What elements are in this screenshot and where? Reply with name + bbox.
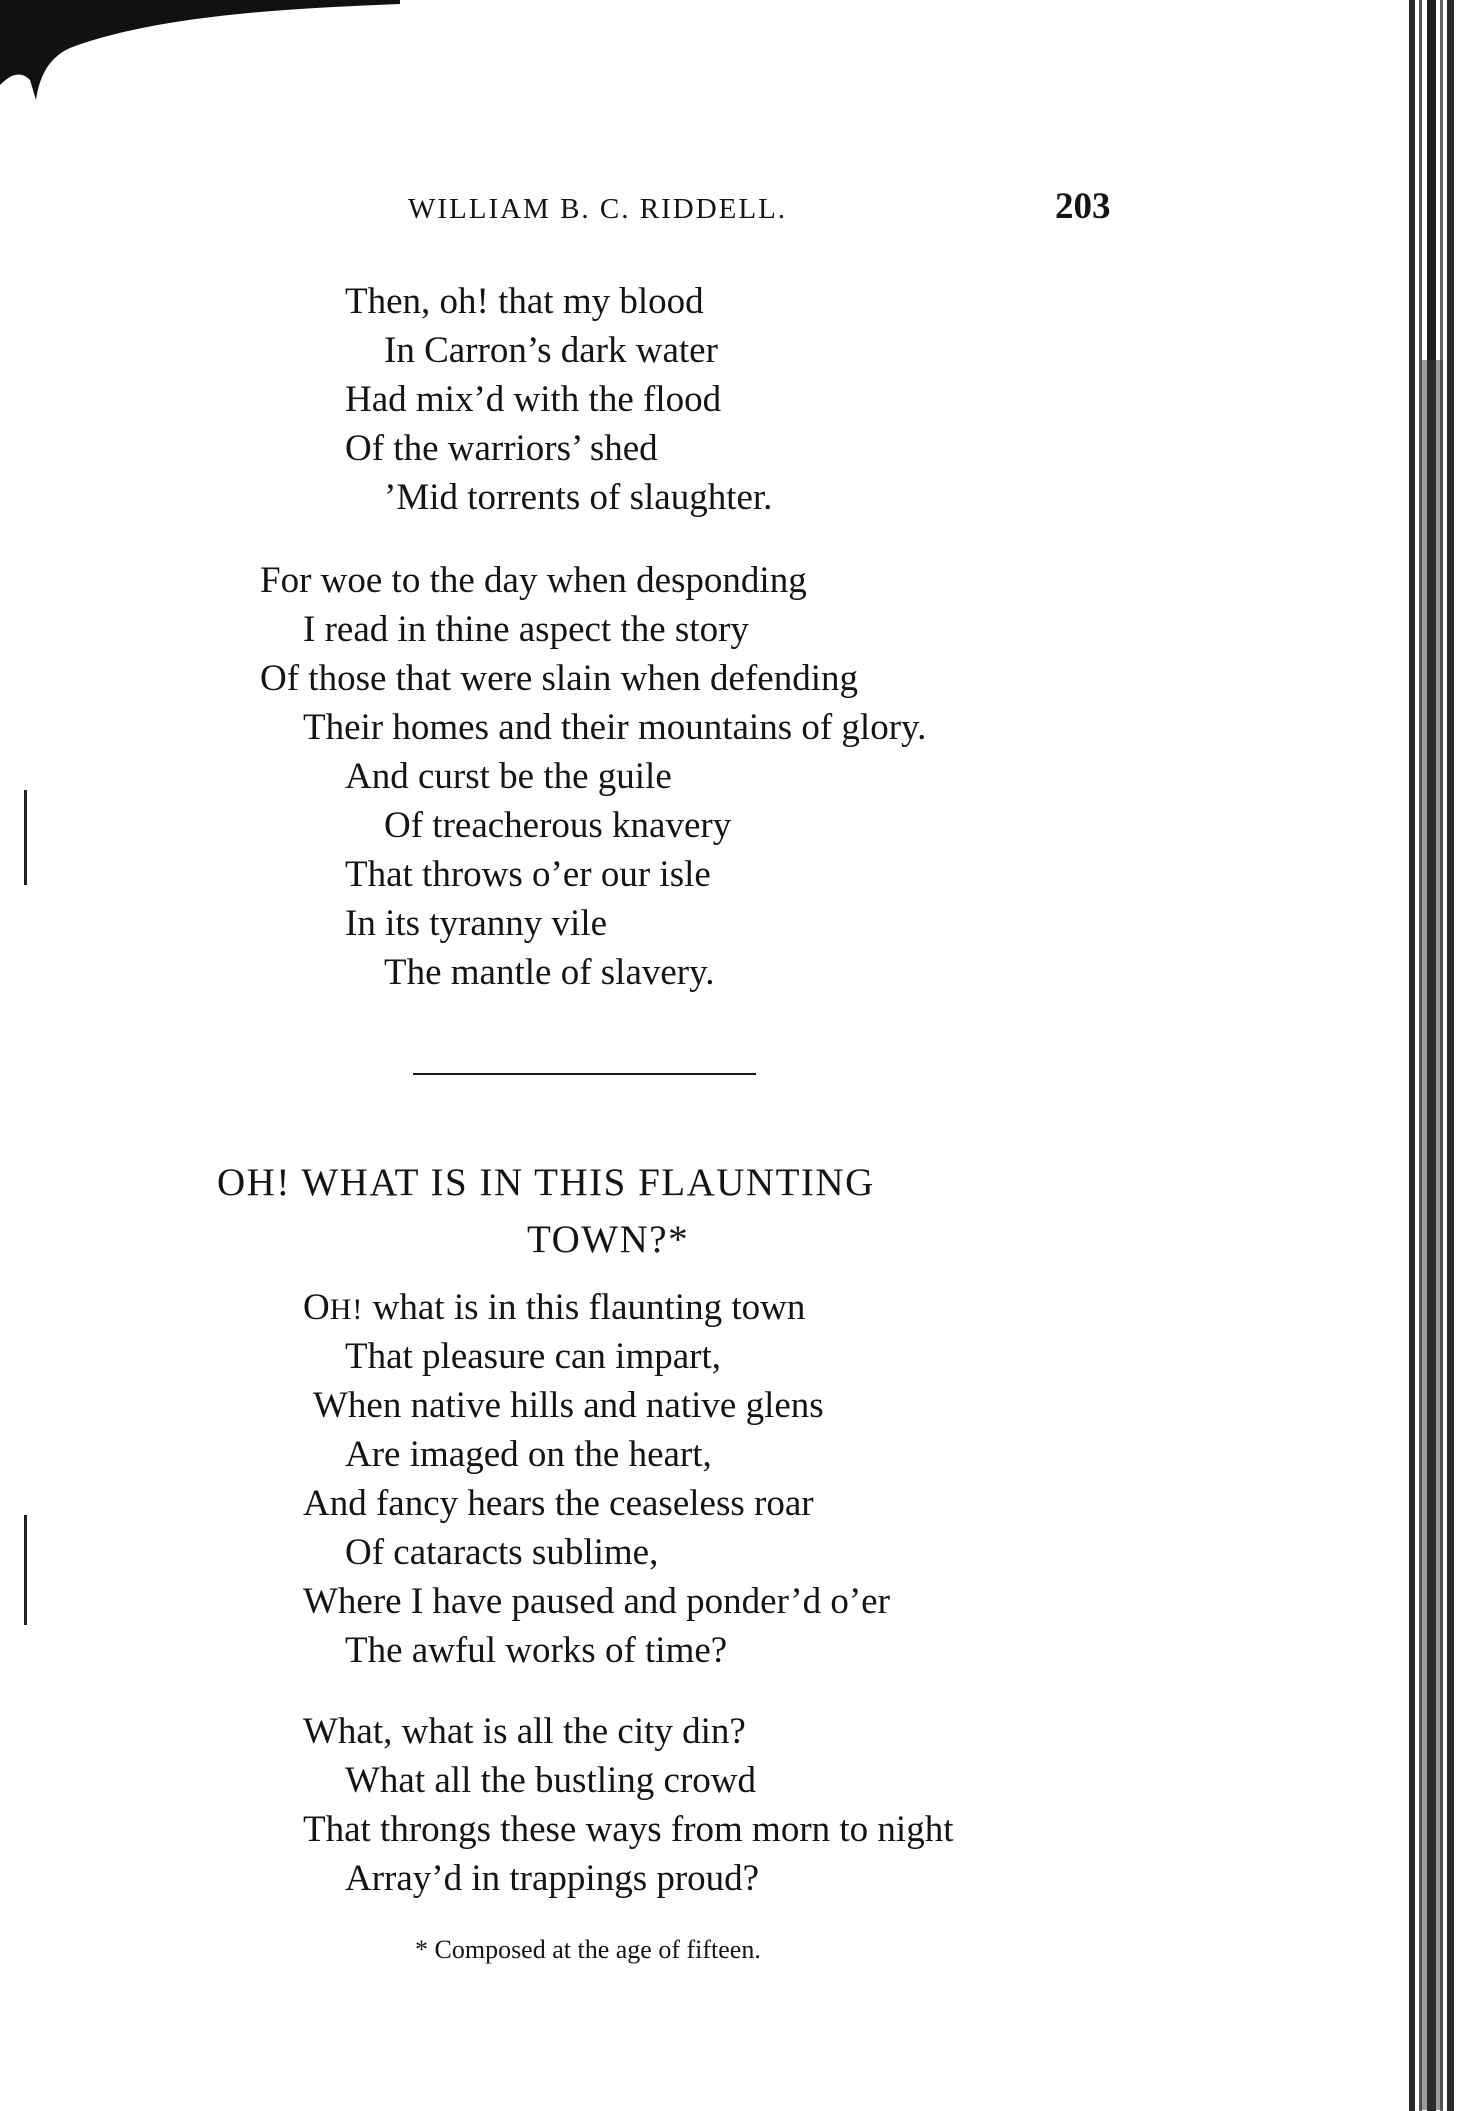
poem-line: ’Mid torrents of slaughter. [384,477,773,518]
section-divider [413,1073,756,1075]
poem-title: TOWN?* [527,1218,690,1261]
poem-line: The awful works of time? [345,1630,728,1671]
poem-line: In Carron’s dark water [384,330,718,371]
page-header [0,185,1460,235]
poem-line: Of those that were slain when defending [260,658,858,699]
footnote: * Composed at the age of fifteen. [415,1935,761,1964]
poem-line: In its tyranny vile [345,903,608,944]
poem-line: And curst be the guile [345,756,672,797]
poem-line: What all the bustling crowd [345,1760,757,1801]
poem-line: Of treacherous knavery [384,805,732,846]
scan-shadow-corner [0,0,420,110]
poem-line: Where I have paused and ponder’d o’er [303,1581,890,1622]
poem-line: And fancy hears the ceaseless roar [303,1483,814,1524]
running-head: WILLIAM B. C. RIDDELL. [408,193,788,225]
poem-line: Their homes and their mountains of glory. [303,707,927,748]
page-number: 203 [1055,186,1111,227]
poem-line: What, what is all the city din? [303,1711,746,1752]
poem-line: Had mix’d with the flood [345,379,722,420]
small-caps-letters: H! [329,1293,364,1326]
poem-line: The mantle of slavery. [384,952,715,993]
poem-line: That throws o’er our isle [345,854,711,895]
margin-mark [24,1515,27,1625]
poem-line: Then, oh! that my blood [345,281,704,322]
poem-line: That pleasure can impart, [345,1336,721,1377]
poem-line: I read in thine aspect the story [303,609,749,650]
poem-line: That throngs these ways from morn to night [303,1809,954,1850]
poem-line: Of cataracts sublime, [345,1532,659,1573]
poem-line: For woe to the day when desponding [260,560,807,601]
poem-line-rest: what is in this flaunting town [363,1287,806,1328]
poem-title: OH! WHAT IS IN THIS FLAUNTING [217,1161,875,1204]
scan-binding-edge [1385,0,1460,2111]
poem-line: Are imaged on the heart, [345,1434,712,1475]
margin-mark [24,790,27,885]
initial-letter: O [303,1287,330,1328]
poem-line-first [303,1286,805,1332]
poem-line: Of the warriors’ shed [345,428,658,469]
poem-line: Array’d in trappings proud? [345,1858,760,1899]
poem-line: When native hills and native glens [313,1385,824,1426]
